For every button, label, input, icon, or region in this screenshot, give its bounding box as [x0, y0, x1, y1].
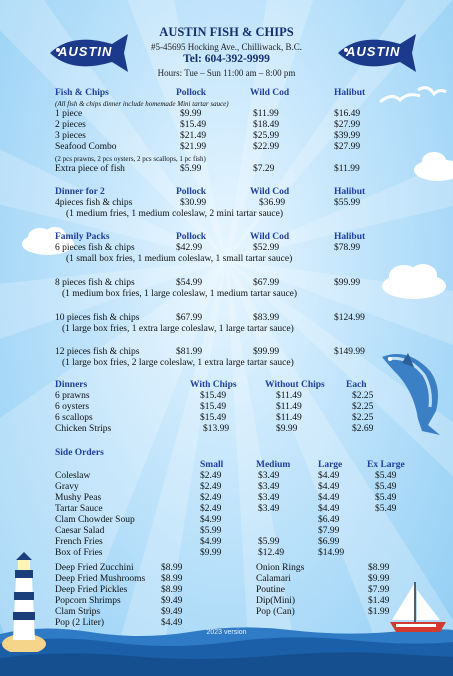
menu-item-name: 1 piece: [55, 109, 83, 119]
seagull-icon: [378, 82, 448, 116]
fish-illustration: [378, 345, 446, 437]
price: $9.49: [161, 596, 183, 606]
price: $7.29: [253, 164, 275, 174]
price: $99.99: [334, 278, 361, 288]
price: $2.49: [200, 482, 222, 492]
price: $9.99: [368, 574, 390, 584]
price: $2.49: [200, 493, 222, 503]
price: $9.49: [161, 607, 183, 617]
price: $5.99: [258, 537, 280, 547]
price: $3.49: [258, 493, 280, 503]
lighthouse-illustration: [2, 548, 46, 652]
price: $16.49: [334, 109, 361, 119]
price: $9.99: [200, 548, 222, 558]
price: $2.49: [200, 504, 222, 514]
column-header: Ex Large: [367, 460, 405, 470]
column-header: Pollock: [176, 88, 207, 98]
menu-item-name: Popcorn Shrimps: [55, 596, 121, 606]
section-heading-dinners: Dinners: [55, 380, 88, 390]
price: $5.49: [375, 504, 397, 514]
price: $12.49: [258, 548, 285, 558]
price: $55.99: [334, 198, 361, 208]
price: $3.49: [258, 471, 280, 481]
cloud-icon: [378, 262, 448, 300]
menu-item-name: Pop (2 Liter): [55, 618, 105, 628]
price: $5.49: [375, 493, 397, 503]
price: $8.99: [161, 574, 183, 584]
price: $25.99: [253, 131, 280, 141]
menu-item-name: Deep Fried Pickles: [55, 585, 128, 595]
address: #5-45695 Hocking Ave., Chilliwack, B.C.: [150, 42, 303, 52]
menu-item-name: French Fries: [55, 537, 103, 547]
price: $2.25: [352, 413, 374, 423]
column-header: Pollock: [176, 232, 207, 242]
price: $83.99: [253, 313, 280, 323]
section-heading-dinner-for-2: Dinner for 2: [55, 187, 105, 197]
price: $149.99: [334, 347, 365, 357]
item-description: (1 large box fries, 1 extra large coleslaw, 1 large tartar sauce): [62, 324, 294, 334]
price: $18.49: [253, 120, 280, 130]
menu-item-name: Tartar Sauce: [55, 504, 103, 514]
price: $39.99: [334, 131, 361, 141]
price: $78.99: [334, 243, 361, 253]
price: $27.99: [334, 142, 361, 152]
logo-text: AUSTIN: [346, 44, 401, 59]
sailboat-illustration: [388, 580, 450, 634]
price: $54.99: [176, 278, 203, 288]
price: $4.99: [200, 537, 222, 547]
price: $6.99: [318, 537, 340, 547]
price: $3.49: [258, 504, 280, 514]
price: $36.99: [259, 198, 286, 208]
price: $21.99: [180, 142, 207, 152]
price: $67.99: [176, 313, 203, 323]
price: $1.49: [368, 596, 390, 606]
column-header: Pollock: [176, 187, 207, 197]
menu-item-name: Clam Strips: [55, 607, 101, 617]
menu-item-name: Caesar Salad: [55, 526, 105, 536]
price: $5.49: [375, 471, 397, 481]
menu-item-name: Deep Fried Mushrooms: [55, 574, 146, 584]
price: $21.49: [180, 131, 207, 141]
menu-item-name: Clam Chowder Soup: [55, 515, 135, 525]
price: $99.99: [253, 347, 280, 357]
price: $11.49: [276, 413, 302, 423]
price: $9.99: [180, 109, 202, 119]
column-header: Wild Cod: [250, 187, 290, 197]
item-description: (1 large box fries, 2 large coleslaw, 1 extra large tartar sauce): [62, 358, 294, 368]
phone-number: Tel: 604-392-9999: [183, 53, 270, 65]
price: $15.49: [200, 413, 227, 423]
price: $4.49: [318, 482, 340, 492]
price: $8.99: [161, 585, 183, 595]
price: $52.99: [253, 243, 280, 253]
column-header: Medium: [256, 460, 291, 470]
menu-item-name: Dip(Mini): [256, 596, 296, 606]
menu-item-name: 2 pieces: [55, 120, 86, 130]
menu-item-name: 6 pieces fish & chips: [55, 243, 135, 253]
price: $2.25: [352, 391, 374, 401]
price: $6.49: [318, 515, 340, 525]
menu-item-name: Coleslaw: [55, 471, 91, 481]
price: $2.49: [200, 471, 222, 481]
column-header: Small: [200, 460, 224, 470]
price: $11.49: [276, 391, 302, 401]
price: $5.49: [375, 482, 397, 492]
column-header: Large: [318, 460, 343, 470]
price: $8.99: [161, 563, 183, 573]
price: $3.49: [258, 482, 280, 492]
price: $7.99: [368, 585, 390, 595]
price: $8.99: [368, 563, 390, 573]
column-header: Wild Cod: [250, 88, 290, 98]
menu-item-name: 12 pieces fish & chips: [55, 347, 140, 357]
section-heading-family-packs: Family Packs: [55, 232, 110, 242]
price: $15.49: [200, 402, 227, 412]
opening-hours: Hours: Tue – Sun 11:00 am – 8:00 pm: [157, 68, 296, 78]
section-heading-fish-chips: Fish & Chips: [55, 88, 109, 98]
menu-item-name: 6 oysters: [55, 402, 90, 412]
restaurant-title: AUSTIN FISH & CHIPS: [159, 25, 294, 39]
menu-item-name: Poutine: [256, 585, 286, 595]
menu-item-name: 10 pieces fish & chips: [55, 313, 140, 323]
price: $27.99: [334, 120, 361, 130]
column-header: With Chips: [190, 380, 237, 390]
item-description: (1 small box fries, 1 medium coleslaw, 1 small tartar sauce): [66, 254, 293, 264]
price: $11.99: [334, 164, 360, 174]
price: $4.49: [318, 493, 340, 503]
column-header: Each: [346, 380, 367, 390]
menu-item-name: Gravy: [55, 482, 79, 492]
menu-item-name: Pop (Can): [256, 607, 295, 617]
price: $124.99: [334, 313, 365, 323]
price: $4.99: [200, 515, 222, 525]
column-header: Halibut: [334, 232, 366, 242]
menu-item-name: Extra piece of fish: [55, 164, 125, 174]
price: $13.99: [203, 424, 230, 434]
fish-chips-note: (All fish & chips dinner include homemade Mini tartar sauce): [55, 100, 229, 108]
menu-item-name: 4pieces fish & chips: [55, 198, 133, 208]
price: $5.99: [200, 526, 222, 536]
price: $4.49: [318, 504, 340, 514]
menu-item-name: 8 pieces fish & chips: [55, 278, 135, 288]
item-description: (1 medium fries, 1 medium coleslaw, 2 mini tartar sauce): [66, 209, 284, 219]
item-description: (1 medium box fries, 1 large coleslaw, 1 medium tartar sauce): [62, 289, 298, 299]
price: $15.49: [180, 120, 207, 130]
price: $7.99: [318, 526, 340, 536]
menu-item-name: Seafood Combo: [55, 142, 117, 152]
price: $14.99: [318, 548, 345, 558]
price: $5.99: [180, 164, 202, 174]
price: $11.49: [276, 402, 302, 412]
version-label: 2023 version: [206, 629, 247, 636]
menu-item-name: Mushy Peas: [55, 493, 102, 503]
menu-item-name: 3 pieces: [55, 131, 86, 141]
menu-item-name: Onion Rings: [256, 563, 305, 573]
price: $4.49: [161, 618, 183, 628]
price: $42.99: [176, 243, 203, 253]
price: $1.99: [368, 607, 390, 617]
menu-item-name: Chicken Strips: [55, 424, 112, 434]
price: $2.69: [352, 424, 374, 434]
column-header: Without Chips: [265, 380, 325, 390]
price: $2.25: [352, 402, 374, 412]
section-heading-side-orders: Side Orders: [55, 448, 104, 458]
price: $67.99: [253, 278, 280, 288]
price: $9.99: [276, 424, 298, 434]
logo-text: AUSTIN: [58, 44, 113, 59]
menu-item-name: Deep Fried Zucchini: [55, 563, 134, 573]
cloud-icon: [412, 150, 453, 182]
menu-item-name: 6 scallops: [55, 413, 93, 423]
price: $81.99: [176, 347, 203, 357]
seafood-combo-note: (2 pcs prawns, 2 pcs oysters, 2 pcs scallops, 1 pc fish): [55, 155, 206, 163]
price: $4.49: [318, 471, 340, 481]
price: $30.99: [180, 198, 207, 208]
column-header: Wild Cod: [250, 232, 290, 242]
column-header: Halibut: [334, 88, 366, 98]
menu-item-name: 6 prawns: [55, 391, 90, 401]
price: $11.99: [253, 109, 279, 119]
column-header: Halibut: [334, 187, 366, 197]
price: $22.99: [253, 142, 280, 152]
menu-item-name: Box of Fries: [55, 548, 103, 558]
price: $15.49: [200, 391, 227, 401]
menu-item-name: Calamari: [256, 574, 291, 584]
